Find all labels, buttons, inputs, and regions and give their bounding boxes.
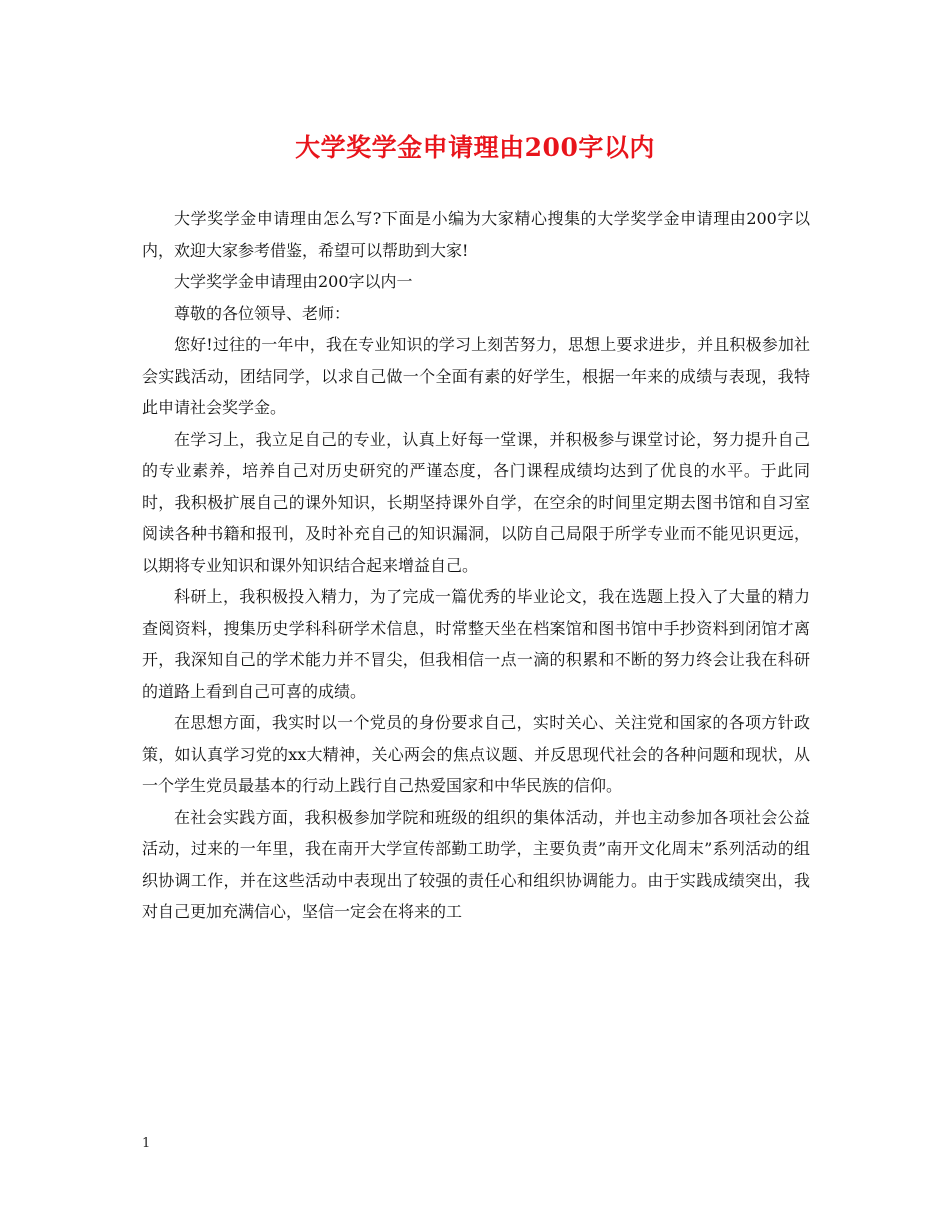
paragraph-greeting: 您好!过往的一年中，我在专业知识的学习上刻苦努力，思想上要求进步，并且积极参加社会实践活动，团结同学，以求自己做一个全面有素的好学生，根据一年来的成绩与表现，我特此申请社会奖学金。: [142, 335, 810, 417]
paragraph-intro: 大学奖学金申请理由怎么写?下面是小编为大家精心搜集的大学奖学金申请理由200字以内，欢迎大家参考借鉴，希望可以帮助到大家!: [142, 209, 810, 260]
document-body: [142, 203, 810, 928]
paragraph-salutation: 尊敬的各位领导、老师：: [174, 303, 351, 323]
paragraph-research: 科研上，我积极投入精力，为了完成一篇优秀的毕业论文，我在选题上投入了大量的精力查阅资料，搜集历史学科科研学术信息，时常整天坐在档案馆和图书馆中手抄资料到闭馆才离开，我深知自己的学术能力并不冒尖，但我相信一点一滴的积累和不断的努力终会让我在科研的道路上看到自己可喜的成绩。: [142, 587, 810, 701]
paragraph-study: 在学习上，我立足自己的专业，认真上好每一堂课，并积极参与课堂讨论，努力提升自己的专业素养，培养自己对历史研究的严谨态度，各门课程成绩均达到了优良的水平。于此同时，我积极扩展自己的课外知识，长期坚持课外自学，在空余的时间里定期去图书馆和自习室阅读各种书籍和报刊，及时补充自己的知识漏洞，以防自己局限于所学专业而不能见识更远，以期将专业知识和课外知识结合起来增益自己。: [142, 429, 810, 575]
document-title: 大学奖学金申请理由200字以内: [295, 133, 655, 162]
page-number: 1: [142, 1136, 151, 1151]
paragraph-practice: 在社会实践方面，我积极参加学院和班级的组织的集体活动，并也主动参加各项社会公益活动，过来的一年里，我在南开大学宣传部勤工助学，主要负责”南开文化周末”系列活动的组织协调工作，并在这些活动中表现出了较强的责任心和组织协调能力。由于实践成绩突出，我对自己更加充满信心，坚信一定会在将来的工: [142, 807, 810, 921]
paragraph-ideology: 在思想方面，我实时以一个党员的身份要求自己，实时关心、关注党和国家的各项方针政策，如认真学习党的xx大精神，关心两会的焦点议题、并反思现代社会的各种问题和现状，从一个学生党员最基本的行动上践行自己热爱国家和中华民族的信仰。: [142, 713, 810, 795]
paragraph-subtitle: 大学奖学金申请理由200字以内一: [174, 272, 413, 291]
